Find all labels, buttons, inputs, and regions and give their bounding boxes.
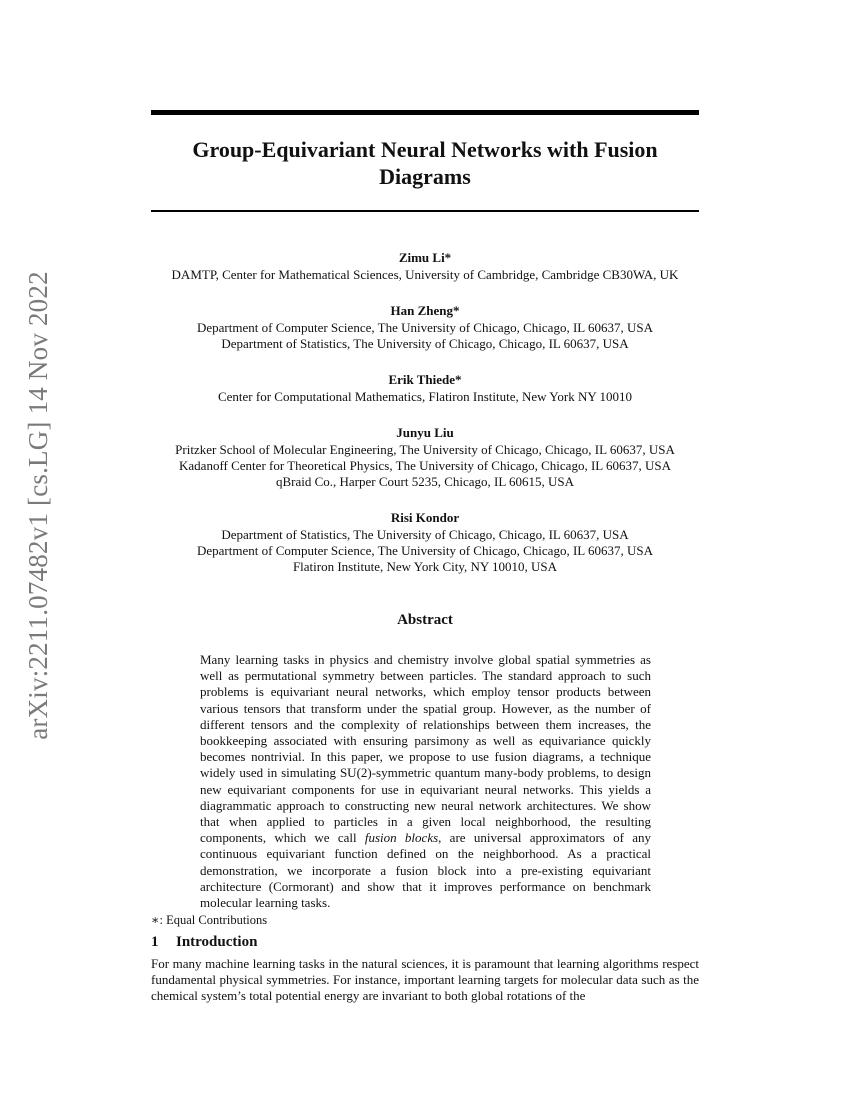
- arxiv-stamp: [18, 270, 58, 740]
- author-affiliation: Kadanoff Center for Theoretical Physics, The University of Chicago, Chicago, IL 60637, USA: [179, 458, 671, 473]
- top-rule: [151, 110, 699, 115]
- abstract-text-part: Many learning tasks in physics and chemistry involve global spatial symmetries as well as permutational symmetry between particles. The standard approach to such problems is equivariant neural networks, which employ tensor products between various tensors that transform under the spatial group. However, as the number of different tensors and the complexity of relationships between them increases, the bookkeeping associated with ensuring parsimony as well as equivariance quickly becomes nontrivial. In this paper, we propose to use fusion diagrams, a technique widely used in simulating SU(2)-symmetric quantum many-body problems, to design new equivariant components for use in equivariant neural networks. This yields a diagrammatic approach to constructing new neural network architectures. We show that when applied to particles in a given local neighborhood, the resulting components, which we call: [200, 652, 651, 846]
- abstract-text-part: , are universal approximators of any continuous equivariant function defined on the neighborhood. As a practical demonstration, we incorporate a fusion block into a pre-existing equivariant architecture (Cormorant) and show that it improves performance on benchmark molecular learning tasks.: [200, 830, 652, 911]
- author-name: Zimu Li*: [398, 250, 452, 265]
- section-number: 1: [151, 934, 159, 950]
- author-block: [120, 250, 730, 283]
- author-block: [120, 510, 730, 575]
- abstract-emphasis: fusion blocks: [364, 830, 439, 846]
- author-list: [120, 250, 730, 595]
- author-affiliation: qBraid Co., Harper Court 5235, Chicago, IL 60615, USA: [275, 474, 575, 489]
- author-affiliation: Department of Computer Science, The University of Chicago, Chicago, IL 60637, USA: [197, 320, 653, 335]
- author-name: Junyu Liu: [396, 425, 454, 440]
- section-heading: [151, 934, 257, 951]
- section-title: Introduction: [176, 934, 258, 950]
- paper-title: Group-Equivariant Neural Networks with Fusion Diagrams: [192, 137, 658, 189]
- author-name: Han Zheng*: [390, 303, 460, 318]
- author-affiliation: Department of Statistics, The University of Chicago, Chicago, IL 60637, USA: [221, 336, 629, 351]
- author-affiliation: Department of Computer Science, The University of Chicago, Chicago, IL 60637, USA: [197, 543, 653, 558]
- author-affiliation: DAMTP, Center for Mathematical Sciences, University of Cambridge, Cambridge CB30WA, UK: [171, 267, 679, 282]
- author-block: [120, 303, 730, 352]
- arxiv-identifier: arXiv:2211.07482v1 [cs.LG] 14 Nov 2022: [22, 270, 53, 740]
- author-block: [120, 425, 730, 490]
- abstract-heading: Abstract: [397, 612, 453, 628]
- author-name: Erik Thiede*: [388, 372, 462, 387]
- title-rule: [151, 210, 699, 212]
- author-affiliation: Flatiron Institute, New York City, NY 10010, USA: [292, 559, 558, 574]
- author-affiliation: Pritzker School of Molecular Engineering, The University of Chicago, Chicago, IL 60637, USA: [175, 442, 675, 457]
- intro-paragraph: For many machine learning tasks in the natural sciences, it is paramount that learning algorithms respect fundamental physical symmetries. For instance, important learning targets for molecular data such as the chemical system’s total potential energy are invariant to both global rotations of the: [151, 956, 699, 1003]
- abstract-text: [200, 652, 651, 911]
- author-affiliation: Department of Statistics, The University of Chicago, Chicago, IL 60637, USA: [221, 527, 629, 542]
- author-affiliation: Center for Computational Mathematics, Flatiron Institute, New York NY 10010: [217, 389, 633, 404]
- author-name: Risi Kondor: [390, 510, 460, 525]
- author-block: [120, 372, 730, 405]
- footnote: ∗: Equal Contributions: [151, 913, 268, 927]
